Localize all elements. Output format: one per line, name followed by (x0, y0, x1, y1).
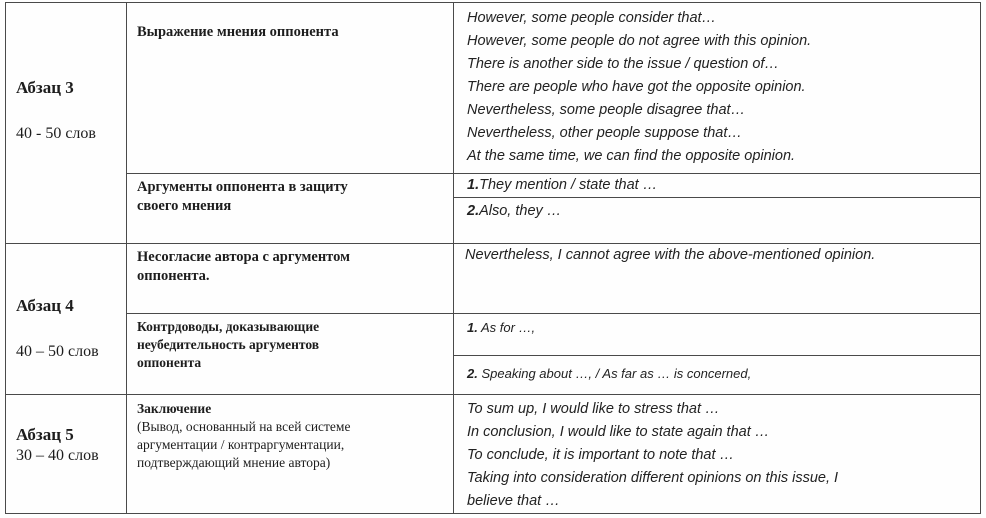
paragraph-label: Абзац 3 (16, 78, 74, 97)
paragraph-label: Абзац 5 (16, 425, 74, 444)
table-border-bottom (5, 513, 981, 514)
phrase: In conclusion, I would like to state again that … (467, 424, 770, 440)
paragraph-label: Абзац 4 (16, 296, 74, 315)
heading-line: оппонента. (137, 268, 210, 284)
row-divider-a4-items (453, 355, 981, 356)
row-divider-a4-inner (126, 313, 981, 314)
column-divider-2 (453, 2, 454, 514)
section-heading (137, 318, 319, 372)
numbered-item (467, 174, 657, 197)
phrase: Nevertheless, I cannot agree with the above-mentioned opinion. (465, 247, 876, 263)
heading-line: Аргументы оппонента в защиту (137, 179, 348, 195)
section-heading: Заключение (137, 401, 212, 416)
phrase: believe that … (467, 493, 560, 509)
table-border-left (5, 2, 6, 514)
numbered-item (467, 320, 535, 335)
phrase: To sum up, I would like to stress that … (467, 401, 720, 417)
phrase: At the same time, we can find the opposite opinion. (467, 148, 796, 164)
table-border-right (980, 2, 981, 514)
word-count: 40 - 50 слов (16, 125, 96, 142)
item-text: Speaking about …, / As far as … is concerned, (481, 366, 752, 381)
section-divider-a4-a5 (5, 394, 981, 395)
heading-line: своего мнения (137, 198, 232, 214)
section-heading (137, 178, 348, 216)
section-description (137, 418, 350, 472)
phrase: Taking into consideration different opinions on this issue, I (467, 470, 839, 486)
phrase: Nevertheless, other people suppose that… (467, 125, 742, 141)
heading-line: неубедительность аргументов (137, 337, 320, 352)
row-divider-a3-items (453, 197, 981, 198)
item-number: 2. (467, 203, 480, 219)
phrase: However, some people consider that… (467, 10, 717, 26)
section-heading (137, 248, 350, 286)
section-heading: Выражение мнения оппонента (137, 24, 339, 40)
description-line: подтверждающий мнение автора) (137, 455, 331, 470)
heading-line: Контрдоводы, доказывающие (137, 319, 320, 334)
table-border-top (5, 2, 981, 3)
item-number: 2. (467, 366, 478, 381)
heading-line: Несогласие автора с аргументом (137, 249, 350, 265)
phrase: There is another side to the issue / question of… (467, 56, 779, 72)
item-text: As for …, (480, 320, 536, 335)
description-line: (Вывод, основанный на всей системе (137, 419, 351, 434)
phrase: However, some people do not agree with this opinion. (467, 33, 812, 49)
phrase-list (467, 398, 838, 513)
heading-line: оппонента (137, 355, 202, 370)
phrase: To conclude, it is important to note that … (467, 447, 735, 463)
word-count: 40 – 50 слов (16, 343, 99, 360)
item-number: 1. (467, 177, 480, 193)
phrase: Nevertheless, some people disagree that… (467, 102, 746, 118)
numbered-item (467, 200, 561, 223)
item-text: Also, they … (479, 203, 562, 219)
item-text: They mention / state that … (479, 177, 658, 193)
item-number: 1. (467, 320, 478, 335)
phrase-list (467, 7, 811, 168)
column-divider-1 (126, 2, 127, 514)
word-count: 30 – 40 слов (16, 447, 99, 464)
phrase: There are people who have got the opposite opinion. (467, 79, 806, 95)
description-line: аргументации / контраргументации, (137, 437, 345, 452)
numbered-item (467, 366, 751, 381)
